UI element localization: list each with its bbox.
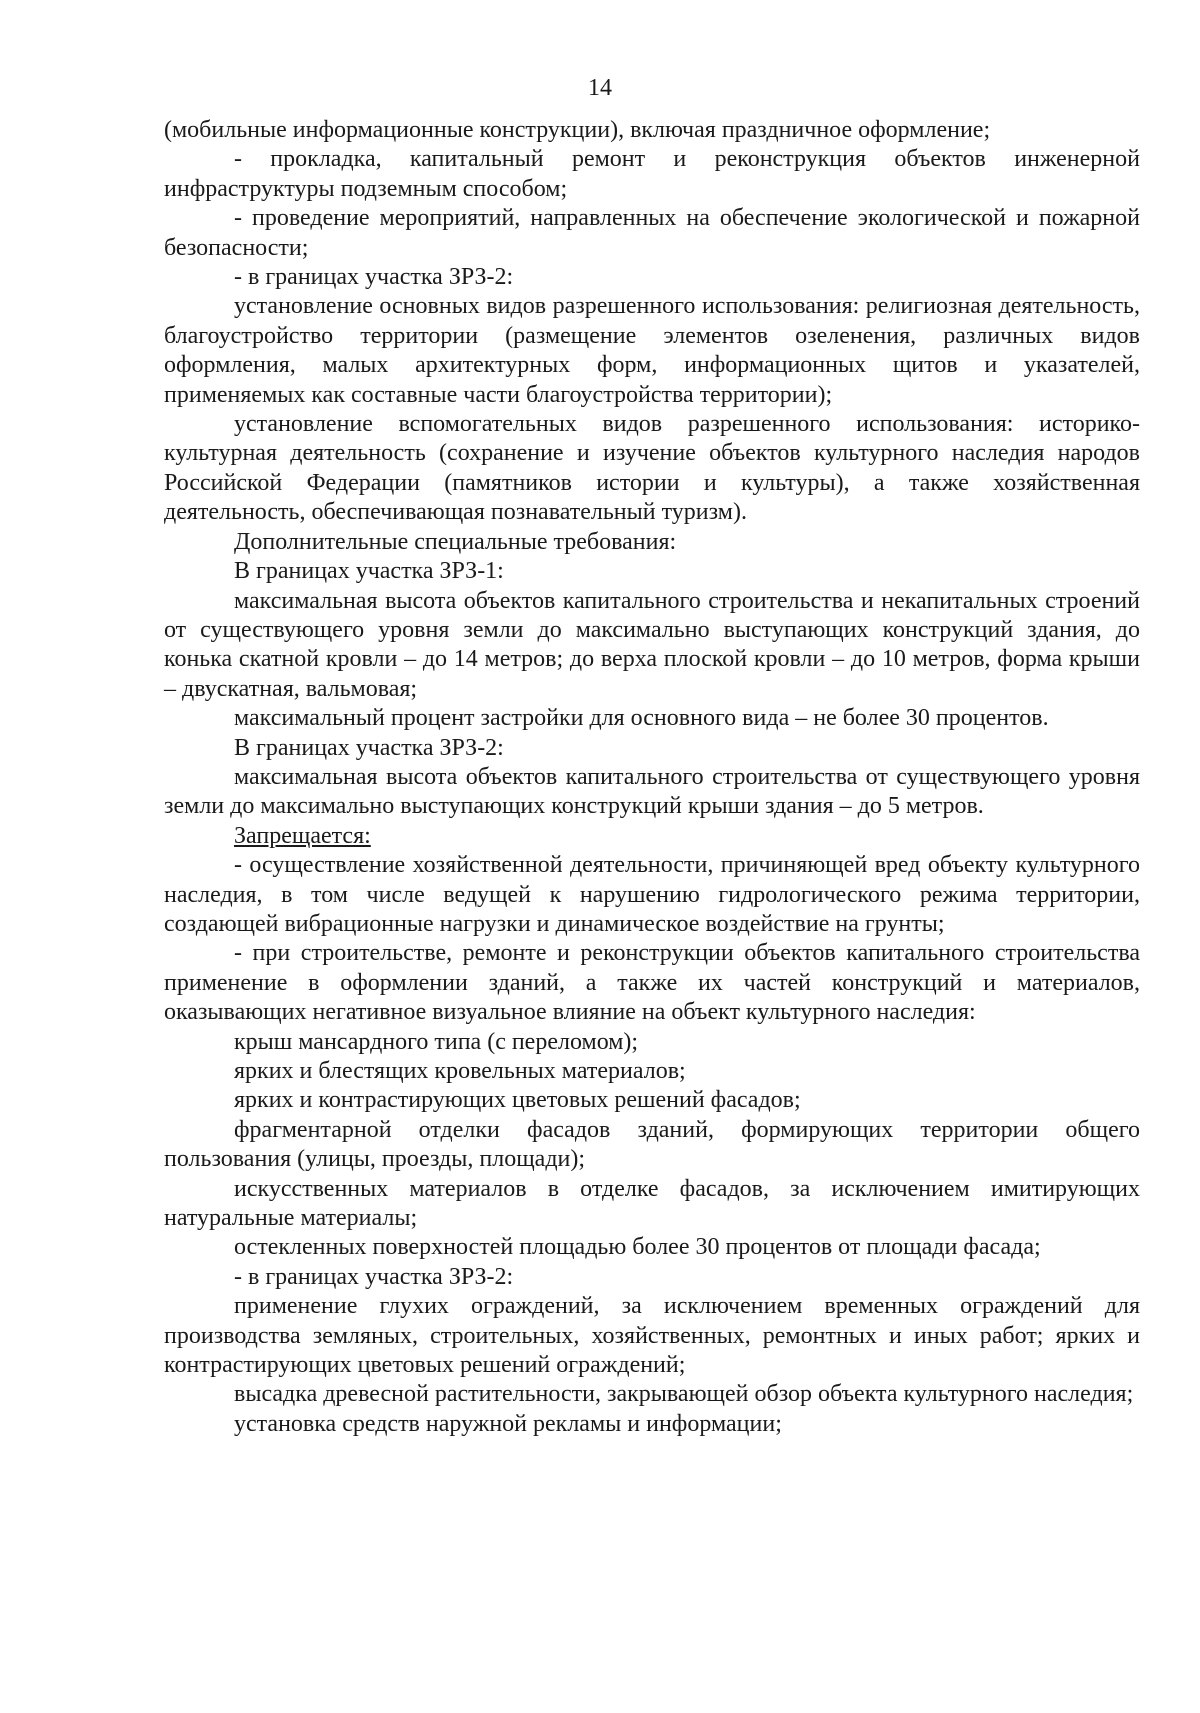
paragraph: В границах участка ЗРЗ-1: bbox=[234, 558, 504, 585]
paragraph: (мобильные информационные конструкции), включая праздничное оформление; bbox=[164, 117, 991, 143]
paragraph: остекленных поверхностей площадью более 30 процентов от площади фасада; bbox=[234, 1234, 1041, 1261]
paragraph: высадка древесной растительности, закрывающей обзор объекта культурного наследия; bbox=[234, 1381, 1134, 1408]
paragraph: максимальный процент застройки для основного вида – не более 30 процентов. bbox=[234, 705, 1049, 732]
paragraph: установление основных видов разрешенного использования: религиозная деятельность, благоустройство территории (размещение элементов озеленения, различных видов оформления, малых архитектурных форм, информационных щитов и указателей, применяемых как составные части благоустройства территории); bbox=[164, 293, 1140, 408]
paragraph: искусственных материалов в отделке фасадов, за исключением имитирующих натуральные материалы; bbox=[164, 1175, 1140, 1232]
paragraph: - осуществление хозяйственной деятельности, причиняющей вред объекту культурного наследия, в том числе ведущей к нарушению гидрологического режима территории, создающей вибрационные нагрузки и динамическое воздействие на грунты; bbox=[164, 852, 1140, 937]
paragraph: крыш мансардного типа (с переломом); bbox=[234, 1028, 639, 1055]
paragraph: - в границах участка ЗРЗ-2: bbox=[234, 264, 514, 291]
paragraph: ярких и блестящих кровельных материалов; bbox=[234, 1058, 686, 1084]
paragraph: максимальная высота объектов капитального строительства и некапитальных строений от существующего уровня земли до максимально выступающих конструкций здания, до конька скатной кровли – до 14 метров; до верха плоской кровли – до 10 метров, форма крыши – двускатная, вальмовая; bbox=[164, 587, 1140, 702]
paragraph: максимальная высота объектов капитального строительства от существующего уровня земли до максимально выступающих конструкций крыши здания – до 5 метров. bbox=[164, 763, 1140, 820]
page-number: 14 bbox=[588, 75, 612, 101]
paragraph: применение глухих ограждений, за исключением временных ограждений для производства земляных, строительных, хозяйственных, ремонтных и иных работ; ярких и контрастирующих цветовых решений ограждений; bbox=[164, 1293, 1140, 1379]
paragraph: - в границах участка ЗРЗ-2: bbox=[234, 1263, 514, 1290]
paragraph: - при строительстве, ремонте и реконструкции объектов капитального строительства применение в оформлении зданий, а также их частей конструкций и материалов, оказывающих негативное визуальное влияние на объект культурного наследия: bbox=[164, 940, 1140, 1026]
document-body bbox=[164, 116, 1140, 1439]
paragraph: установление вспомогательных видов разрешенного использования: историко-культурная деятельность (сохранение и изучение объектов культурного наследия народов Российской Федерации (памятников истории и культуры), а также хозяйственная деятельность, обеспечивающая познавательный туризм). bbox=[164, 411, 1140, 526]
paragraph: - проведение мероприятий, направленных на обеспечение экологической и пожарной безопасности; bbox=[164, 205, 1140, 261]
paragraph: фрагментарной отделки фасадов зданий, формирующих территории общего пользования (улицы, проезды, площади); bbox=[164, 1116, 1140, 1173]
paragraph: Дополнительные специальные требования: bbox=[234, 528, 677, 555]
paragraph: - прокладка, капитальный ремонт и реконструкция объектов инженерной инфраструктуры подземным способом; bbox=[164, 146, 1140, 202]
section-heading: Запрещается: bbox=[234, 822, 371, 849]
paragraph: ярких и контрастирующих цветовых решений фасадов; bbox=[234, 1087, 801, 1114]
paragraph: В границах участка ЗРЗ-2: bbox=[234, 734, 504, 761]
paragraph: установка средств наружной рекламы и информации; bbox=[234, 1410, 782, 1437]
